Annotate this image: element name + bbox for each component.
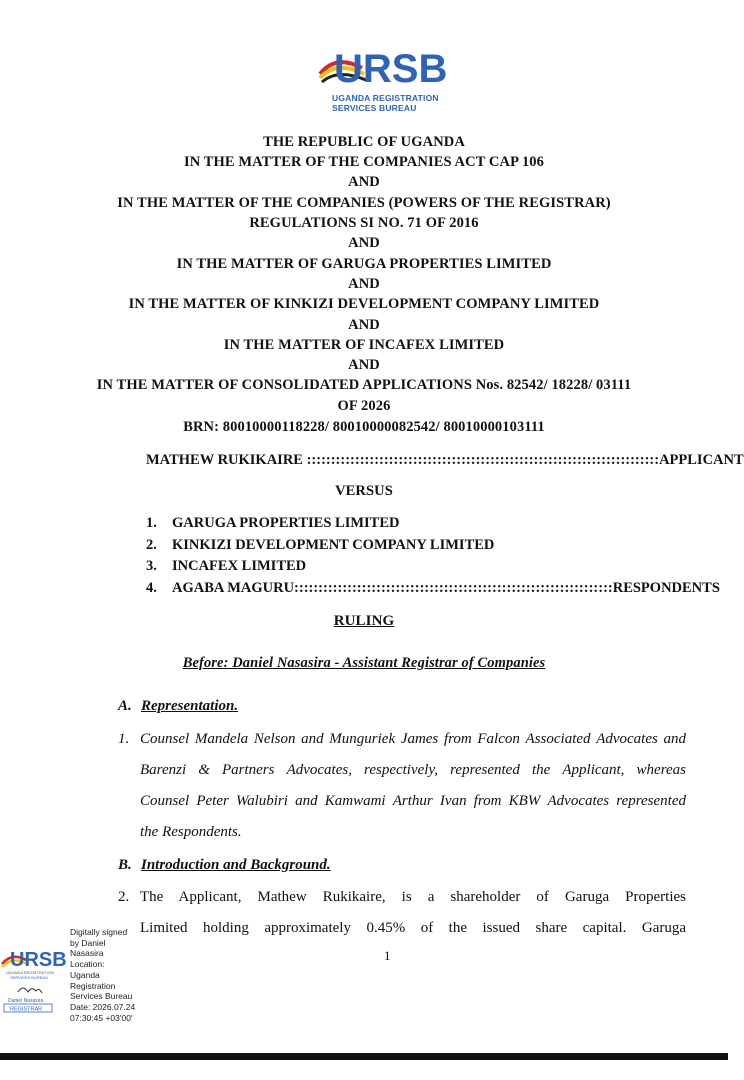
paragraph-1: 1. Counsel Mandela Nelson and Munguriek James from Falcon Associated Advocates and Barenzi & Partners Advocates, respectively, represented the Applicant, whereas Counsel Peter Walubiri and Kamwami Arthur Ivan from KBW Advocates represented the Respondents.	[118, 731, 686, 855]
registrar-stamp	[0, 944, 70, 1014]
para-line: Barenzi & Partners Advocates, respectively, represented the Applicant, whereas	[140, 762, 686, 778]
ursb-logo	[318, 44, 468, 113]
logo-wordmark: URSB	[334, 47, 448, 91]
svg-text:Daniel Nasasira: Daniel Nasasira	[8, 998, 44, 1004]
section-a-heading: A. Representation.	[118, 698, 239, 714]
logo-subtitle-2: SERVICES BUREAU	[332, 103, 417, 113]
heading-line: AND	[348, 276, 380, 292]
heading-line: IN THE MATTER OF GARUGA PROPERTIES LIMITED	[176, 256, 552, 272]
ruling-title: RULING	[333, 613, 395, 629]
ursb-logo-graphic	[318, 44, 468, 91]
heading-line: IN THE MATTER OF CONSOLIDATED APPLICATIONS Nos. 82542/ 18228/ 03111	[96, 377, 632, 393]
para-line: The Applicant, Mathew Rukikaire, is a shareholder of Garuga Properties	[140, 889, 686, 905]
versus-label: VERSUS	[335, 483, 393, 499]
para-line: Counsel Peter Walubiri and Kamwami Arthur Ivan from KBW Advocates represented	[140, 793, 686, 809]
para-line: Limited holding approximately 0.45% of the issued share capital. Garuga	[140, 920, 686, 936]
logo-subtitle-1: UGANDA REGISTRATION	[332, 93, 439, 103]
applicant-line: MATHEW RUKIKAIRE :::::::::::::::::::::::::::::::::::::::::::::::::::::::::::::::::::::::::APPLICANT	[146, 452, 744, 468]
heading-line: IN THE MATTER OF INCAFEX LIMITED	[223, 337, 505, 353]
respondent-item: 3. INCAFEX LIMITED	[146, 558, 307, 574]
heading-line: AND	[348, 174, 380, 190]
before-line: Before: Daniel Nasasira - Assistant Registrar of Companies	[182, 655, 546, 671]
svg-text:REGISTRAR: REGISTRAR	[10, 1006, 43, 1013]
svg-text:URSB: URSB	[10, 949, 67, 971]
heading-line: IN THE MATTER OF THE COMPANIES (POWERS OF THE REGISTRAR)	[117, 195, 611, 211]
heading-line: AND	[348, 357, 380, 373]
heading-line: REGULATIONS SI NO. 71 OF 2016	[249, 215, 479, 231]
heading-line: IN THE MATTER OF THE COMPANIES ACT CAP 106	[183, 154, 545, 170]
heading-line: THE REPUBLIC OF UGANDA	[263, 134, 465, 150]
page-number: 1	[384, 948, 391, 963]
para-line: Counsel Mandela Nelson and Munguriek James from Falcon Associated Advocates and	[140, 731, 686, 747]
heading-line: AND	[348, 317, 380, 333]
heading-line: OF 2026	[337, 398, 391, 414]
heading-line: IN THE MATTER OF KINKIZI DEVELOPMENT COMPANY LIMITED	[128, 296, 600, 312]
respondent-item: 4. AGABA MAGURU::::::::::::::::::::::::::::::::::::::::::::::::::::::::::::::::::RESPONDENTS	[146, 580, 720, 596]
para-line: the Respondents.	[140, 824, 242, 840]
paragraph-2: 2. The Applicant, Mathew Rukikaire, is a shareholder of Garuga Properties Limited holding approximately 0.45% of the issued share capital. Garuga	[118, 889, 686, 951]
digital-signature-text: Digitally signed by Daniel Nasasira Location: Uganda Registration Services Bureau Date: 2026.07.24 07:30:45 +03'00'	[70, 927, 136, 1023]
respondent-item: 2. KINKIZI DEVELOPMENT COMPANY LIMITED	[146, 537, 495, 553]
svg-text:SERVICES BUREAU: SERVICES BUREAU	[10, 975, 48, 980]
respondent-item: 1. GARUGA PROPERTIES LIMITED	[146, 515, 400, 531]
section-b-heading: B. Introduction and Background.	[118, 857, 331, 873]
heading-line: AND	[348, 235, 380, 251]
stamp-graphic	[0, 944, 70, 1014]
svg-text:UGANDA REGISTRATION: UGANDA REGISTRATION	[6, 970, 54, 975]
heading-line: BRN: 80010000118228/ 80010000082542/ 80010000103111	[183, 419, 545, 435]
bottom-border	[0, 1053, 728, 1060]
